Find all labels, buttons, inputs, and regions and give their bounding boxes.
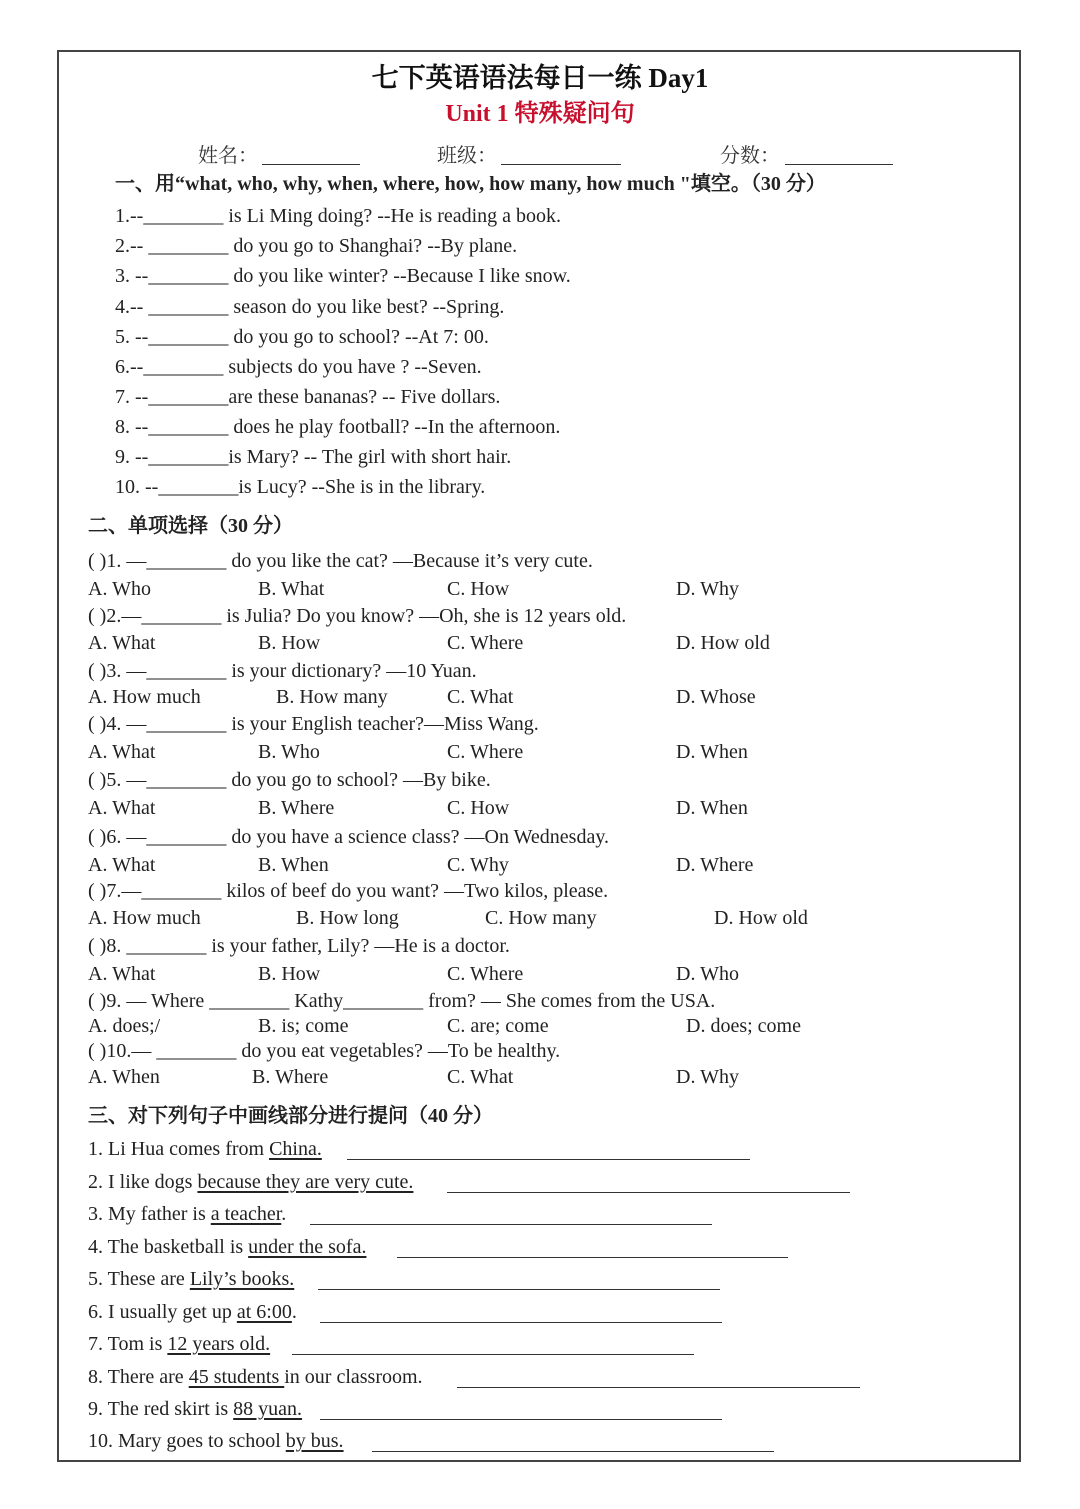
- choice-option-c[interactable]: C. How: [447, 578, 510, 600]
- worksheet-subtitle: Unit 1 特殊疑问句: [445, 101, 635, 127]
- rewrite-text-end: in our classroom.: [284, 1366, 423, 1388]
- underlined-part: 12 years old.: [167, 1333, 271, 1355]
- rewrite-item: [88, 1202, 286, 1226]
- fill-blank-item: 2.-- ________ do you go to Shanghai? --By plane.: [115, 235, 518, 257]
- choice-question: ( )8. ________ is your father, Lily? —He is a doctor.: [88, 935, 510, 957]
- rewrite-text: 4. The basketball is: [88, 1236, 249, 1258]
- fill-blank-item: 5. --________ do you go to school? --At 7: 00.: [115, 326, 489, 348]
- fill-blank-item: 3. --________ do you like winter? --Because I like snow.: [115, 265, 571, 287]
- rewrite-text: 8. There are: [88, 1366, 189, 1388]
- answer-line[interactable]: [397, 1257, 788, 1258]
- choice-option-d[interactable]: D. When: [676, 797, 748, 819]
- rewrite-item: [88, 1365, 423, 1389]
- underlined-part: a teacher: [210, 1203, 282, 1225]
- choice-option-d[interactable]: D. Why: [676, 1066, 739, 1088]
- choice-option-a[interactable]: A. When: [88, 1066, 160, 1088]
- choice-option-a[interactable]: A. What: [88, 963, 156, 985]
- score-field[interactable]: [785, 164, 893, 165]
- choice-option-a[interactable]: A. What: [88, 741, 156, 763]
- choice-option-b[interactable]: B. How: [258, 963, 321, 985]
- choice-option-d[interactable]: D. Whose: [676, 686, 756, 708]
- choice-option-c[interactable]: C. How: [447, 797, 510, 819]
- choice-option-a[interactable]: A. does;/: [88, 1015, 161, 1037]
- answer-line[interactable]: [320, 1419, 722, 1420]
- answer-line[interactable]: [457, 1387, 860, 1388]
- choice-question: ( )5. —________ do you go to school? —By bike.: [88, 769, 491, 791]
- fill-blank-item: 7. --________are these bananas? -- Five dollars.: [115, 386, 501, 408]
- choice-question: ( )6. —________ do you have a science class? —On Wednesday.: [88, 826, 610, 848]
- underlined-part: China.: [269, 1138, 322, 1160]
- answer-line[interactable]: [372, 1451, 774, 1452]
- rewrite-text: 2. I like dogs: [88, 1171, 198, 1193]
- fill-blank-item: 10. --________is Lucy? --She is in the library.: [115, 476, 486, 498]
- answer-line[interactable]: [292, 1354, 694, 1355]
- rewrite-item: [88, 1235, 366, 1259]
- choice-option-d[interactable]: D. When: [676, 741, 748, 763]
- rewrite-item: [88, 1300, 297, 1324]
- rewrite-text: 3. My father is: [88, 1203, 211, 1225]
- choice-question: ( )7.—________ kilos of beef do you want? —Two kilos, please.: [88, 880, 609, 902]
- choice-option-c[interactable]: C. Where: [447, 963, 524, 985]
- section1-heading: 一、用“what, who, why, when, where, how, how many, how much "填空。（30 分）: [115, 173, 826, 195]
- choice-option-a[interactable]: A. How much: [88, 907, 201, 929]
- choice-option-d[interactable]: D. does; come: [686, 1015, 801, 1037]
- choice-option-b[interactable]: B. Where: [258, 797, 335, 819]
- section3-heading: 三、对下列句子中画线部分进行提问（40 分）: [88, 1105, 493, 1127]
- underlined-part: Lily’s books.: [189, 1268, 295, 1290]
- answer-line[interactable]: [310, 1224, 712, 1225]
- class-field[interactable]: [501, 164, 621, 165]
- section2-heading: 二、单项选择（30 分）: [88, 515, 293, 537]
- choice-option-a[interactable]: A. How much: [88, 686, 201, 708]
- underlined-part: by bus.: [285, 1430, 344, 1452]
- choice-question: ( )10.— ________ do you eat vegetables? —To be healthy.: [88, 1040, 561, 1062]
- choice-option-c[interactable]: C. are; come: [447, 1015, 549, 1037]
- choice-option-c[interactable]: C. Why: [447, 854, 509, 876]
- score-label: 分数：: [720, 145, 780, 167]
- choice-option-a[interactable]: A. Who: [88, 578, 151, 600]
- choice-option-b[interactable]: B. is; come: [258, 1015, 349, 1037]
- worksheet-title: 七下英语语法每日一练 Day1: [371, 63, 709, 93]
- choice-option-b[interactable]: B. How long: [296, 907, 399, 929]
- choice-question: ( )3. —________ is your dictionary? —10 Yuan.: [88, 660, 477, 682]
- fill-blank-item: 4.-- ________ season do you like best? --Spring.: [115, 296, 505, 318]
- choice-option-b[interactable]: B. What: [258, 578, 325, 600]
- rewrite-item: [88, 1267, 294, 1291]
- fill-blank-item: 9. --________is Mary? -- The girl with short hair.: [115, 446, 512, 468]
- fill-blank-item: 1.--________ is Li Ming doing? --He is reading a book.: [115, 205, 562, 227]
- name-field[interactable]: [262, 164, 360, 165]
- answer-line[interactable]: [318, 1289, 720, 1290]
- underlined-part: at 6:00: [236, 1301, 292, 1323]
- class-label: 班级：: [437, 145, 497, 167]
- choice-option-d[interactable]: D. Who: [676, 963, 739, 985]
- answer-line[interactable]: [320, 1322, 722, 1323]
- underlined-part: because they are very cute.: [197, 1171, 414, 1193]
- choice-option-c[interactable]: C. Where: [447, 741, 524, 763]
- choice-option-b[interactable]: B. When: [258, 854, 329, 876]
- choice-option-a[interactable]: A. What: [88, 854, 156, 876]
- rewrite-item: [88, 1137, 322, 1161]
- choice-option-b[interactable]: B. Where: [252, 1066, 329, 1088]
- rewrite-text-end: .: [291, 1301, 297, 1323]
- choice-question: ( )2.—________ is Julia? Do you know? —Oh, she is 12 years old.: [88, 605, 627, 627]
- rewrite-text: 1. Li Hua comes from: [88, 1138, 270, 1160]
- choice-option-c[interactable]: C. How many: [485, 907, 597, 929]
- rewrite-item: [88, 1170, 413, 1194]
- choice-option-c[interactable]: C. What: [447, 686, 514, 708]
- rewrite-text: 9. The red skirt is: [88, 1398, 234, 1420]
- underlined-part: 45 students: [188, 1366, 285, 1388]
- rewrite-item: [88, 1332, 270, 1356]
- choice-option-d[interactable]: D. Why: [676, 578, 739, 600]
- rewrite-text: 5. These are: [88, 1268, 190, 1290]
- choice-option-d[interactable]: D. How old: [714, 907, 808, 929]
- choice-option-c[interactable]: C. What: [447, 1066, 514, 1088]
- choice-option-d[interactable]: D. How old: [676, 632, 770, 654]
- choice-option-b[interactable]: B. How many: [276, 686, 388, 708]
- choice-option-d[interactable]: D. Where: [676, 854, 754, 876]
- underlined-part: 88 yuan.: [233, 1398, 303, 1420]
- rewrite-text: 6. I usually get up: [88, 1301, 237, 1323]
- choice-option-a[interactable]: A. What: [88, 632, 156, 654]
- choice-option-c[interactable]: C. Where: [447, 632, 524, 654]
- rewrite-item: [88, 1397, 302, 1421]
- answer-line[interactable]: [447, 1192, 850, 1193]
- rewrite-item: [88, 1429, 344, 1453]
- choice-question: ( )9. — Where ________ Kathy________ from? — She comes from the USA.: [88, 990, 716, 1012]
- name-label: 姓名：: [198, 145, 258, 167]
- choice-question: ( )4. —________ is your English teacher?—Miss Wang.: [88, 713, 539, 735]
- fill-blank-item: 8. --________ does he play football? --In the afternoon.: [115, 416, 561, 438]
- choice-question: ( )1. —________ do you like the cat? —Because it’s very cute.: [88, 550, 593, 572]
- fill-blank-item: 6.--________ subjects do you have ? --Seven.: [115, 356, 482, 378]
- rewrite-text: 7. Tom is: [88, 1333, 168, 1355]
- choice-option-b[interactable]: B. How: [258, 632, 321, 654]
- underlined-part: under the sofa.: [248, 1236, 367, 1258]
- choice-option-a[interactable]: A. What: [88, 797, 156, 819]
- answer-line[interactable]: [347, 1159, 750, 1160]
- choice-option-b[interactable]: B. Who: [258, 741, 320, 763]
- rewrite-text: 10. Mary goes to school: [88, 1430, 286, 1452]
- rewrite-text-end: .: [281, 1203, 287, 1225]
